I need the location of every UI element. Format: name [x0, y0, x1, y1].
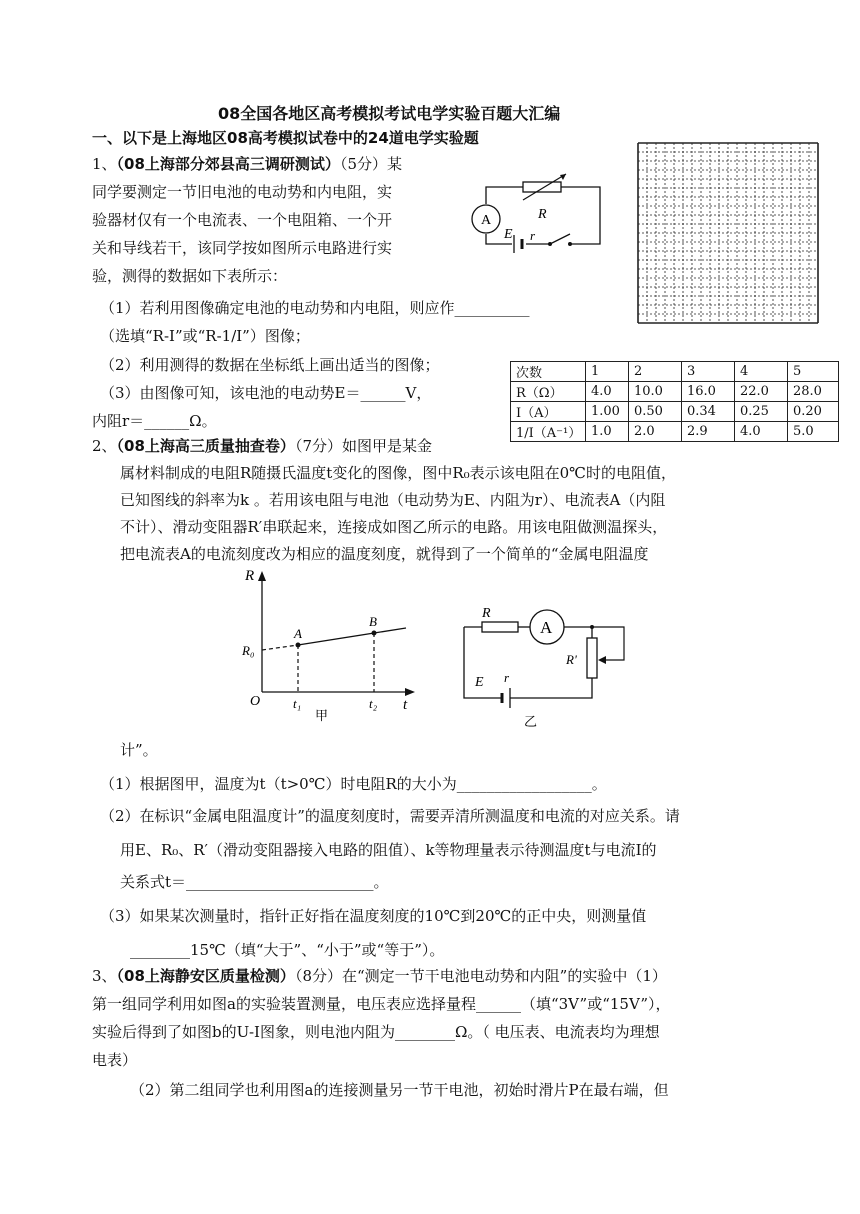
table-cell: 0.25 [735, 402, 788, 422]
table-cell: 1.0 [586, 422, 629, 442]
q2-part3: （3）如果某次测量时，指针正好指在温度刻度的10℃到20℃的正中央，则测量值 [100, 907, 647, 925]
emf-label: E [504, 227, 513, 242]
q3-line1-rest: （8分）在“测定一节干电池电动势和内阻”的实验中（1） [294, 967, 667, 985]
resistor-icon [482, 622, 518, 632]
point-a [296, 643, 301, 648]
q2-part3-cont: ________15℃（填“大于”、“小于”或“等于”）。 [130, 941, 445, 959]
table-row [511, 382, 839, 402]
q2-graph-jia [240, 568, 420, 728]
table-cell: 5.0 [788, 422, 839, 442]
emf-label: E [475, 675, 484, 690]
table-cell: 5 [788, 362, 839, 382]
graph-paper [630, 139, 820, 327]
point-a-label: A [294, 626, 302, 641]
point-b-label: B [369, 614, 377, 629]
q2-line1 [92, 436, 432, 456]
r-t-line [298, 628, 406, 645]
resistor-label: R [482, 606, 491, 621]
internal-r-label: r [530, 228, 536, 243]
page-title: 08全国各地区高考模拟考试电学实验百题大汇编 [218, 104, 561, 123]
q2-source: （08上海高三质量抽查卷） [116, 437, 295, 455]
resistance-box-icon [523, 182, 561, 192]
circuit-caption: 乙 [524, 714, 538, 729]
q1-part3-cont: 内阻r＝______Ω。 [92, 412, 217, 430]
table-cell: 16.0 [682, 382, 735, 402]
table-row [511, 422, 839, 442]
q2-part2: （2）在标识“金属电阻温度计”的温度刻度时，需要弄清所测温度和电流的对应关系。请 [100, 807, 680, 825]
q2-text-line: 属材料制成的电阻R随摄氏温度t变化的图像，图中R₀表示该电阻在0℃时的电阻值， [120, 464, 676, 482]
q3-text-line: 实验后得到了如图b的U-I图象，则电池内阻为________Ω。（ 电压表、电流表均为理想 [92, 1023, 660, 1041]
ammeter-label: A [540, 618, 553, 637]
q1-text-line: 关和导线若干，该同学按如图所示电路进行实 [92, 239, 393, 257]
q3-source: （08上海静安区质量检测） [116, 967, 295, 985]
q3-line1 [92, 966, 667, 986]
y-axis-label: R [245, 568, 255, 584]
r0-label: R₀ [242, 643, 255, 658]
section-heading: 一、以下是上海地区08高考模拟试卷中的24道电学实验题 [92, 129, 479, 147]
q2-line-end: 计”。 [120, 741, 158, 759]
table-cell: 0.20 [788, 402, 839, 422]
point-b [372, 631, 377, 636]
q3-part2: （2）第二组同学也利用图a的连接测量另一节干电池，初始时滑片P在最右端，但 [130, 1081, 669, 1099]
data-table [510, 361, 839, 442]
table-cell: 2.0 [629, 422, 682, 442]
table-cell: 4.0 [735, 422, 788, 442]
q1-circuit-diagram [468, 172, 608, 252]
q1-source: （08上海部分郊县高三调研测试） [116, 155, 340, 173]
table-cell: 3 [682, 362, 735, 382]
origin-label: O [250, 694, 261, 709]
table-cell: 0.34 [682, 402, 735, 422]
q2-line1-rest: （7分）如图甲是某金 [294, 437, 432, 455]
q2-part1: （1）根据图甲，温度为t（t>0℃）时电阻R的大小为__________________。 [100, 775, 607, 793]
q1-text-line: 验，测得的数据如下表所示： [92, 267, 288, 285]
q2-part2-formula: 关系式t＝_________________________。 [120, 873, 389, 891]
table-cell: 4 [735, 362, 788, 382]
table-cell: 4.0 [586, 382, 629, 402]
table-cell: R（Ω） [511, 382, 586, 402]
q2-circuit-yi [440, 600, 640, 732]
table-cell: 2.9 [682, 422, 735, 442]
table-cell: 1.00 [586, 402, 629, 422]
table-cell: 次数 [511, 362, 586, 382]
q3-text-line: 第一组同学利用如图a的实验装置测量，电压表应选择量程______（填“3V”或“15V”）， [92, 995, 671, 1013]
table-cell: 28.0 [788, 382, 839, 402]
q1-part1: （1）若利用图像确定电池的电动势和内电阻，则应作__________ [100, 299, 530, 317]
internal-r-label: r [504, 670, 510, 685]
table-row [511, 402, 839, 422]
table-cell: I（A） [511, 402, 586, 422]
q3-text-line: 电表） [92, 1051, 138, 1069]
table-cell: 2 [629, 362, 682, 382]
t1-label: t₁ [293, 696, 302, 711]
q3-number: 3、 [92, 967, 117, 985]
table-cell: 1 [586, 362, 629, 382]
graph-caption: 甲 [315, 708, 329, 723]
q1-line1 [92, 154, 402, 174]
table-cell: 1/I（A⁻¹） [511, 422, 586, 442]
q1-number: 1、 [92, 155, 117, 173]
ammeter-label: A [481, 213, 492, 228]
q2-text-line: 不计）、滑动变阻器R′串联起来，连接成如图乙所示的电路。用该电阻做测温探头， [120, 518, 668, 536]
x-axis-label: t [403, 697, 408, 713]
q2-part2-cont: 用E、R₀、R′（滑动变阻器接入电路的阻值）、k等物理量表示待测温度t与电流I的 [120, 841, 657, 859]
resistor-label: R [538, 207, 547, 222]
rheostat-label: R' [566, 652, 577, 667]
rheostat-icon [587, 638, 597, 678]
table-cell: 0.50 [629, 402, 682, 422]
q2-text-line: 已知图线的斜率为k 。若用该电阻与电池（电动势为E、内阻为r）、电流表A（内阻 [120, 491, 666, 509]
q1-text-line: 同学要测定一节旧电池的电动势和内电阻，实 [92, 183, 393, 201]
table-cell: 10.0 [629, 382, 682, 402]
t2-label: t₂ [369, 696, 378, 711]
table-header-row [511, 362, 839, 382]
q2-number: 2、 [92, 437, 117, 455]
q1-text-line: 验器材仅有一个电流表、一个电阻箱、一个开 [92, 211, 393, 229]
table-cell: 22.0 [735, 382, 788, 402]
q1-part2: （2）利用测得的数据在坐标纸上画出适当的图像； [100, 356, 440, 374]
q2-text-line: 把电流表A的电流刻度改为相应的温度刻度，就得到了一个简单的“金属电阻温度 [120, 545, 649, 563]
switch-icon [550, 234, 570, 244]
q1-part3: （3）由图像可知，该电池的电动势E＝______V， [100, 384, 432, 402]
q1-part1-cont: （选填“R-I”或“R-1/I”）图像； [100, 327, 310, 345]
q1-line1-rest: （5分）某 [339, 155, 402, 173]
